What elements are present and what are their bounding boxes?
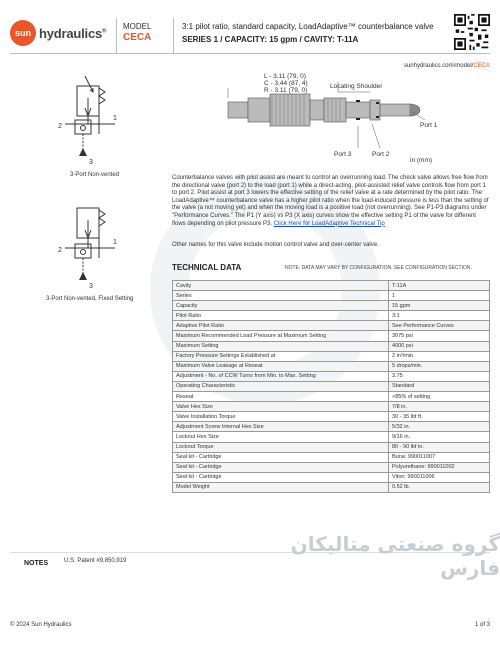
table-row [173,452,490,462]
table-row [173,341,490,351]
table-row [173,402,490,412]
model-code: CECA [123,32,152,43]
table-row [173,301,490,311]
spec-label: Series [173,291,389,301]
table-row [173,381,490,391]
spec-label: Cavity [173,281,389,291]
table-row [173,442,490,452]
spec-value: 0.52 lb. [389,482,490,492]
table-row [173,472,490,482]
sun-logo-mark: sun [10,20,36,46]
schematic2-port-1: 1 [113,239,117,246]
spec-value: 1 [389,291,490,301]
units-label: in (mm) [410,157,433,164]
spec-value: 5/32 in. [389,422,490,432]
spec-label: Seal kit - Cartridge [173,472,389,482]
model-label: MODEL [123,22,152,31]
spec-value: See Performance Curves [389,321,490,331]
description-other-names: Other names for this valve include motion control valve and over-center valve. [172,242,379,248]
spec-label: Maximum Setting [173,341,389,351]
spec-label: Valve Installation Torque [173,412,389,422]
table-row [173,412,490,422]
technical-data-title: TECHNICAL DATA [172,263,242,272]
table-row [173,281,490,291]
spec-label: Model Weight [173,482,389,492]
port3-label: Port 3 [334,151,352,158]
title-specs: SERIES 1 / CAPACITY: 15 gpm / CAVITY: T-11A [182,35,359,44]
spec-value: Viton: 990011006 [389,472,490,482]
table-row [173,331,490,341]
description-text: Counterbalance valves with pilot assist are meant to control an overrunning load. The check valve allows free flow from the directional valve (port 2) to the load (port 1) while a direct-acting, pilot-assisted relief valve controls flow from port 1 to port 2. Pilot assist at port 3 lowers the effective setting of the relief valve at a rate determined by the pilot ratio. The LoadAdaptive™ counterbalance valve has a higher pilot ratio when the load-induced pressure is less than the setting of the valve (a not moving yet) and when the moving load is a positive load (not overrunning). See P1-P3 diagrams under "Performance Curves." The P1 (Y axis) vs P3 (X axis) curves show the effective setting P1 of the valve for different flows depending on pilot pressure P3. Click Here for LoadAdaptive Technical Tip [172,175,489,227]
table-row [173,311,490,321]
spec-value: 30 - 35 lbf ft. [389,412,490,422]
spec-label: Maximum Valve Leakage at Reseat [173,361,389,371]
table-row [173,462,490,472]
locating-shoulder-label: Locating Shoulder [330,83,383,90]
notes-label: NOTES [24,560,49,567]
logo-text: hydraulics® [39,25,107,41]
table-row [173,422,490,432]
table-row [173,321,490,331]
spec-label: Seal kit - Cartridge [173,462,389,472]
schematic1-port-3: 3 [89,159,93,166]
dim-c: C - 3.44 (87, 4) [264,80,308,87]
table-row [173,291,490,301]
cartridge-drawing [220,68,490,168]
spec-label: Locknut Torque [173,442,389,452]
schematic2-caption: 3-Port Non-vented, Fixed Setting [46,296,134,302]
table-row [173,432,490,442]
schematic-non-vented-icon [55,72,125,172]
spec-value: Polyurethane: 990011002 [389,462,490,472]
spec-value: >85% of setting [389,392,490,402]
watermark-text: گروه صنعتی متالیکان فارس [290,532,500,580]
spec-value: 7/8 in. [389,402,490,412]
sun-hydraulics-logo[interactable] [10,20,106,46]
schematic2-port-3: 3 [89,283,93,290]
table-row [173,482,490,492]
schematic2-port-2: 2 [58,247,62,254]
product-title [182,22,442,44]
spec-label: Seal kit - Cartridge [173,452,389,462]
port1-label: Port 1 [420,122,438,129]
model-url[interactable]: sunhydraulics.com/model/CECA [403,63,490,69]
spec-label: Reseat [173,392,389,402]
schematic1-port-2: 2 [58,123,62,130]
title-description: 3:1 pilot ratio, standard capacity, LoadAdaptive™ counterbalance valve [182,22,434,31]
schematic-fixed-setting-icon [55,196,125,296]
table-row [173,392,490,402]
spec-value: 15 gpm [389,301,490,311]
table-row [173,371,490,381]
qr-code-icon[interactable] [454,14,490,50]
spec-label: Adaptive Pilot Ratio [173,321,389,331]
spec-value: Buna: 990011007 [389,452,490,462]
loadadaptive-tech-tip-link[interactable]: Click Here for LoadAdaptive Technical Tip [273,220,385,227]
spec-label: Maximum Recommended Load Pressure at Maximum Setting [173,331,389,341]
spec-value: 80 - 90 lbf in. [389,442,490,452]
spec-label: Adjustment - No. of CCW Turns from Min. to Max. Setting [173,371,389,381]
spec-label: Locknut Hex Size [173,432,389,442]
model-box [116,18,174,54]
footer-copyright: © 2024 Sun Hydraulics [10,622,72,628]
spec-label: Pilot Ratio [173,311,389,321]
dim-r: R - 3.11 (79, 0) [264,87,308,94]
spec-value: 3:1 [389,311,490,321]
notes-text: U.S. Patent #9,850,919 [64,558,127,564]
technical-data-table [172,280,490,493]
table-row [173,351,490,361]
dim-l: L - 3.11 (79, 0) [264,73,306,80]
port2-label: Port 2 [372,151,390,158]
spec-value: 2 in³/min. [389,351,490,361]
spec-value: 9/16 in. [389,432,490,442]
footer-page-number: 1 of 3 [474,622,490,628]
schematic1-caption: 3-Port Non-vented [70,172,120,178]
spec-value: 3.75 [389,371,490,381]
spec-value: 4000 psi [389,341,490,351]
spec-value: Standard [389,381,490,391]
schematic1-port-1: 1 [113,115,117,122]
spec-value: 3075 psi [389,331,490,341]
spec-label: Valve Hex Size [173,402,389,412]
spec-label: Operating Characteristic [173,381,389,391]
page-header [10,18,490,54]
spec-label: Capacity [173,301,389,311]
spec-label: Adjustment Screw Internal Hex Size [173,422,389,432]
spec-label: Factory Pressure Settings Established at [173,351,389,361]
spec-value: T-11A [389,281,490,291]
technical-data-note: NOTE: DATA MAY VARY BY CONFIGURATION. SEE CONFIGURATION SECTION. [285,265,472,271]
spec-value: 5 drops/min. [389,361,490,371]
table-row [173,361,490,371]
